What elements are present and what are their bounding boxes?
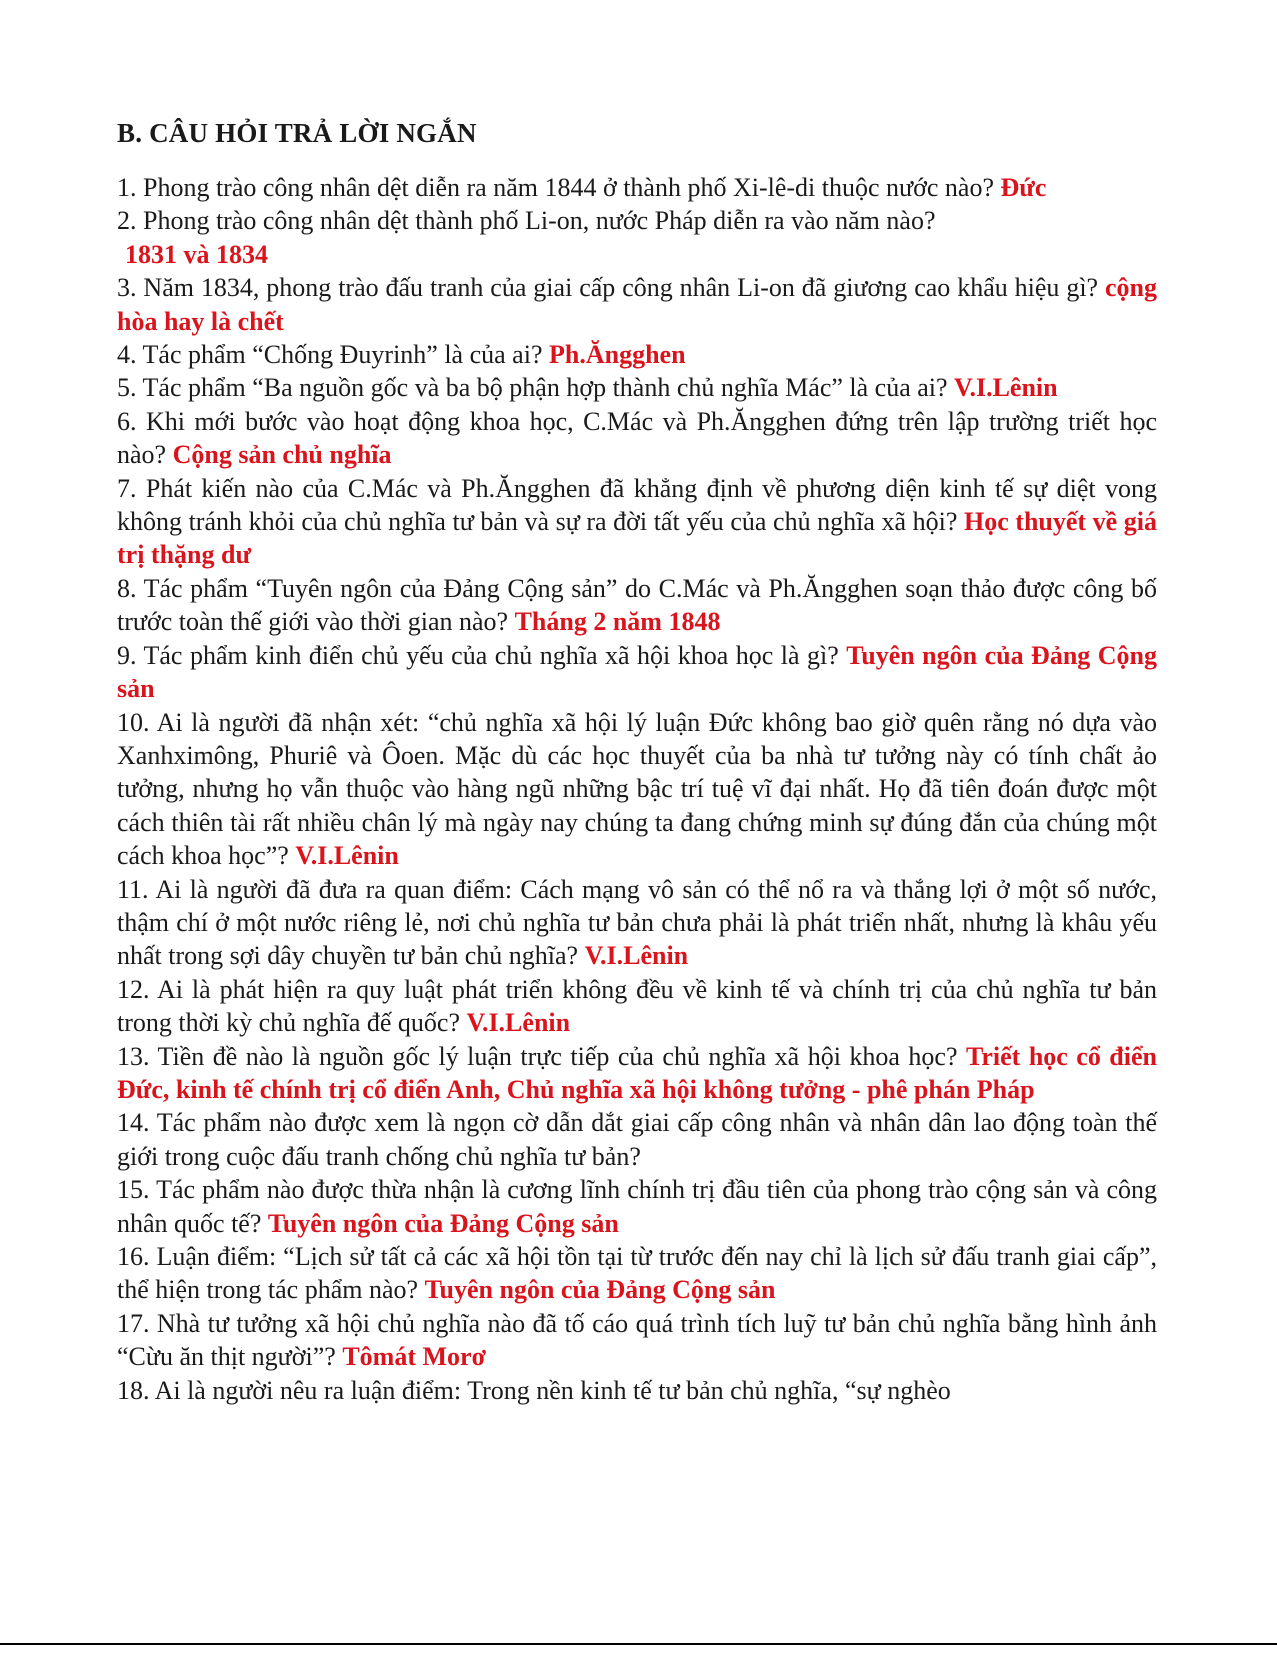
- question-2: [117, 204, 1157, 271]
- answer-text: Học thuyết về giá trị thặng dư: [117, 507, 1157, 570]
- answer-text: V.I.Lênin: [954, 373, 1058, 403]
- question-18: [117, 1374, 1157, 1407]
- answer-text: Đức: [1000, 173, 1047, 202]
- answer-text: cộng hòa hay là chết: [117, 273, 1158, 336]
- question-6: [117, 405, 1157, 472]
- question-text: 16. Luận điểm: “Lịch sử tất cả các xã hội tồn tại từ trước đến nay chỉ là lịch sử đấu tranh giai cấp”, thể hiện trong tác phẩm nào?: [117, 1242, 1157, 1305]
- answer-text: V.I.Lênin: [295, 841, 399, 871]
- question-text: 10. Ai là người đã nhận xét: “chủ nghĩa xã hội lý luận Đức không bao giờ quên rằng nó dựa vào Xanhximông, Phuriê và Ôoen. Mặc dù các học thuyết của ba nhà tư tưởng này có tính chất ảo tưởng, nhưng họ vẫn thuộc vào hàng ngũ những bậc trí tuệ vĩ đại nhất. Họ đã tiên đoán được một cách thiên tài rất nhiều chân lý mà ngày nay chúng ta đang chứng minh sự đúng đắn của chúng một cách khoa học”?: [117, 707, 1157, 871]
- section-heading: B. CÂU HỎI TRẢ LỜI NGẮN: [117, 118, 477, 148]
- answer-text: V.I.Lênin: [466, 1008, 571, 1038]
- question-text: 2. Phong trào công nhân dệt thành phố Li-on, nước Pháp diễn ra vào năm nào?: [117, 206, 936, 236]
- question-text: 15. Tác phẩm nào được thừa nhận là cương lĩnh chính trị đầu tiên của phong trào cộng sản và công nhân quốc tế?: [117, 1175, 1157, 1238]
- answer-text: Tômát Morơ: [342, 1342, 486, 1372]
- answer-text: Cộng sản chủ nghĩa: [172, 440, 392, 470]
- question-17: [117, 1307, 1157, 1374]
- question-4: [117, 338, 1157, 371]
- question-text: 18. Ai là người nêu ra luận điểm: Trong nền kinh tế tư bản chủ nghĩa, “sự nghèo: [117, 1375, 951, 1405]
- question-10: [117, 706, 1157, 873]
- question-5: [117, 371, 1157, 404]
- question-text: 8. Tác phẩm “Tuyên ngôn của Đảng Cộng sản” do C.Mác và Ph.Ăngghen soạn thảo được công bố trước toàn thế giới vào thời gian nào?: [117, 573, 1157, 637]
- page-bottom-border: [0, 1643, 1277, 1645]
- question-3: [117, 271, 1157, 338]
- question-11: [117, 873, 1157, 973]
- question-8: [117, 572, 1157, 639]
- question-13: [117, 1040, 1157, 1107]
- answer-text: 1831 và 1834: [125, 239, 268, 269]
- question-text: 17. Nhà tư tưởng xã hội chủ nghĩa nào đã tố cáo quá trình tích luỹ tư bản chủ nghĩa bằng hình ảnh “Cừu ăn thịt người”?: [117, 1308, 1157, 1372]
- question-text: 9. Tác phẩm kinh điển chủ yếu của chủ nghĩa xã hội khoa học là gì?: [117, 640, 839, 670]
- question-15: [117, 1173, 1157, 1240]
- answer-text: Tuyên ngôn của Đảng Cộng sản: [117, 640, 1158, 704]
- question-1: [117, 171, 1157, 204]
- question-text: 3. Năm 1834, phong trào đấu tranh của giai cấp công nhân Li-on đã giương cao khẩu hiệu gì?: [117, 273, 1099, 303]
- answer-text: Tuyên ngôn của Đảng Cộng sản: [267, 1208, 619, 1238]
- question-text: 5. Tác phẩm “Ba nguồn gốc và ba bộ phận hợp thành chủ nghĩa Mác” là của ai?: [117, 373, 948, 403]
- question-text: 1. Phong trào công nhân dệt diễn ra năm 1844 ở thành phố Xi-lê-di thuộc nước nào?: [117, 173, 994, 202]
- question-text: 13. Tiền đề nào là nguồn gốc lý luận trực tiếp của chủ nghĩa xã hội khoa học?: [117, 1041, 958, 1071]
- question-text: 11. Ai là người đã đưa ra quan điểm: Cách mạng vô sản có thể nổ ra và thắng lợi ở một số nước, thậm chí ở một nước riêng lẻ, nơi chủ nghĩa tư bản chưa phải là phát triển nhất, nhưng là khâu yếu nhất trong sợi dây chuyền tư bản chủ nghĩa?: [117, 874, 1157, 971]
- question-text: 4. Tác phẩm “Chống Đuyrinh” là của ai?: [117, 340, 543, 370]
- question-16: [117, 1240, 1157, 1307]
- answer-text: Tuyên ngôn của Đảng Cộng sản: [424, 1275, 776, 1305]
- document-page: [117, 115, 1157, 1407]
- answer-text: V.I.Lênin: [584, 941, 689, 971]
- question-text: 14. Tác phẩm nào được xem là ngọn cờ dẫn dắt giai cấp công nhân và nhân dân lao động toàn thế giới trong cuộc đấu tranh chống chủ nghĩa tư bản?: [117, 1108, 1157, 1171]
- question-12: [117, 973, 1157, 1040]
- question-14: [117, 1106, 1157, 1173]
- answer-text: Ph.Ăngghen: [548, 340, 686, 370]
- question-text: 7. Phát kiến nào của C.Mác và Ph.Ăngghen đã khẳng định về phương diện kinh tế sự diệt vong không tránh khỏi của chủ nghĩa tư bản và sự ra đời tất yếu của chủ nghĩa xã hội?: [117, 473, 1157, 537]
- question-9: [117, 639, 1157, 706]
- question-text: 12. Ai là phát hiện ra quy luật phát triển không đều về kinh tế và chính trị của chủ nghĩa tư bản trong thời kỳ chủ nghĩa đế quốc?: [117, 974, 1157, 1038]
- question-7: [117, 472, 1157, 572]
- answer-text: Tháng 2 năm 1848: [514, 607, 721, 637]
- question-text: 6. Khi mới bước vào hoạt động khoa học, C.Mác và Ph.Ăngghen đứng trên lập trường triết học nào?: [117, 406, 1157, 470]
- answer-text: Triết học cổ điển Đức, kinh tế chính trị cổ điển Anh, Chủ nghĩa xã hội không tưởng - phê phán Pháp: [117, 1041, 1157, 1104]
